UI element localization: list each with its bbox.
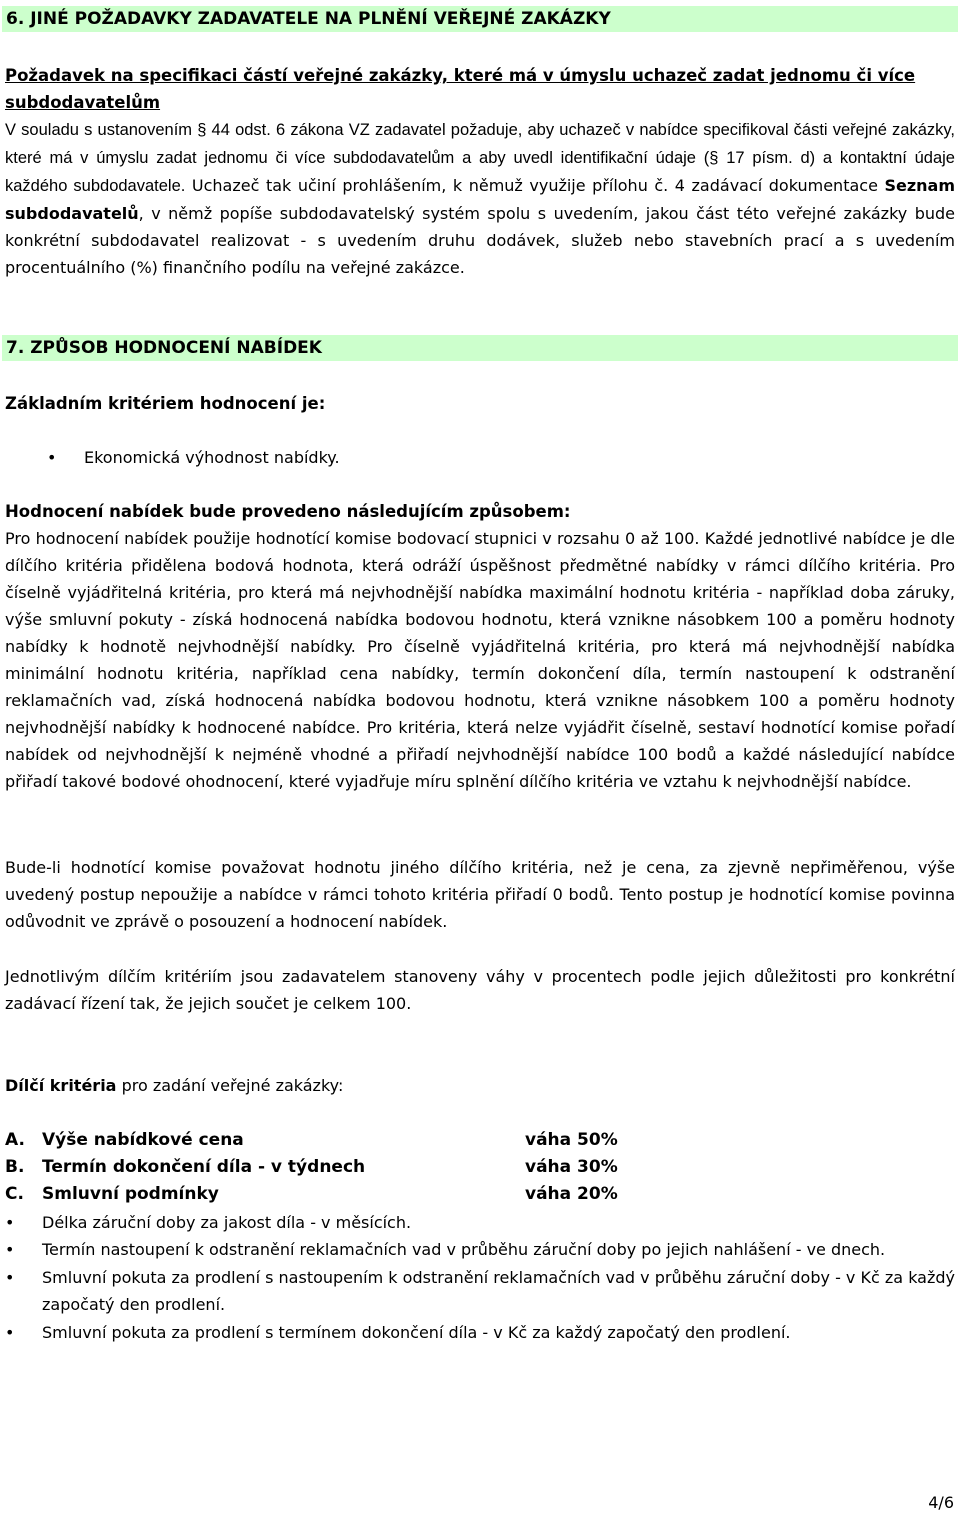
bullet-icon: • — [5, 1240, 15, 1259]
criterion-heading: Základním kritériem hodnocení je: — [5, 394, 326, 413]
criteria-letter: C. — [5, 1184, 24, 1204]
subcontractor-list-name: Seznam subdodavatelů — [5, 176, 956, 223]
criteria-letter: B. — [5, 1157, 25, 1177]
criteria-name: Termín dokončení díla - v týdnech — [42, 1157, 366, 1177]
paragraph-text: Uchazeč tak učiní prohlášením, k němuž využije přílohu č. 4 zadávací dokumentace — [185, 176, 885, 195]
criteria-weight: váha 50% — [525, 1130, 618, 1150]
section-6-heading: 6. JINÉ POŽADAVKY ZADAVATELE NA PLNĚNÍ VEŘEJNÉ ZAKÁZKY — [2, 6, 958, 32]
criteria-row — [5, 1154, 955, 1181]
bullet-icon: • — [5, 1323, 15, 1342]
page-number: 4/6 — [928, 1493, 954, 1512]
criteria-row — [5, 1181, 955, 1208]
criterion-item-text: Ekonomická výhodnost nabídky. — [84, 448, 340, 467]
subcontractor-paragraph — [5, 116, 955, 281]
list-item-text: Smluvní pokuta za prodlení s nastoupením k odstranění reklamačních vad v průběhu záruční doby - v Kč za každý započatý den prodlení. — [42, 1268, 955, 1314]
criteria-letter: A. — [5, 1130, 25, 1150]
list-item — [5, 1264, 955, 1318]
criteria-row — [5, 1127, 955, 1154]
paragraph-text-end: , v němž popíše subdodavatelský systém spolu s uvedením, jakou část této veřejné zakázky bude konkrétní subdodavatel realizovat - s uvedením druhu dodávek, služeb nebo stavebních prací a s uvedením procentuálního (%) finančního podílu na veřejné zakázce. — [5, 204, 955, 277]
list-item — [5, 1319, 955, 1346]
list-item-text: Délka záruční doby za jakost díla - v měsících. — [42, 1213, 412, 1232]
subcriteria-intro — [5, 1072, 955, 1099]
method-heading: Hodnocení nabídek bude provedeno následujícím způsobem: — [5, 502, 571, 521]
criteria-name: Výše nabídkové cena — [42, 1130, 244, 1150]
criterion-item — [47, 444, 947, 471]
bullet-icon: • — [5, 1268, 15, 1287]
method-paragraph: Pro hodnocení nabídek použije hodnotící komise bodovací stupnici v rozsahu 0 až 100. Každé jednotlivé nabídce je dle dílčího kritéria přidělena bodová hodnota, která odráží úspěšnost předmětné nabídky v rámci dílčího kritéria. Pro číselně vyjádřitelná kritéria, pro která má nejvhodnější nabídka maximální hodnotu kritéria - například doba záruky, výše smluvní pokuty - získá hodnocená nabídka bodovou hodnotu, která vznikne násobkem 100 a poměru hodnoty nabídky k hodnotě nejvhodnější nabídky. Pro číselně vyjádřitelná kritéria, pro která má nejvhodnější nabídka minimální hodnotu kritéria, například cena nabídky, termín dokončení díla, termín nastoupení k odstranění reklamačních vad, získá hodnocená nabídka bodovou hodnotu, která vznikne násobkem 100 a poměru hodnoty nejvhodnější nabídky k hodnocené nabídce. Pro kritéria, která nelze vyjádřit číselně, sestaví hodnotící komise pořadí nabídek od nejvhodnější k nejméně vhodné a přiřadí nejvhodnější nabídce 100 bodů a každé následující nabídce přiřadí takové bodové ohodnocení, které vyjadřuje míru splnění dílčího kritéria ve vztahu k nejvhodnější nabídce. — [5, 529, 955, 791]
weights-paragraph: Jednotlivým dílčím kritériím jsou zadavatelem stanoveny váhy v procentech podle jejich důležitosti pro konkrétní zadávací řízení tak, že jejich součet je celkem 100. — [5, 967, 955, 1013]
list-item — [5, 1209, 955, 1236]
bullet-icon: • — [47, 448, 57, 467]
list-item-text: Smluvní pokuta za prodlení s termínem dokončení díla - v Kč za každý započatý den prodlení. — [42, 1323, 791, 1342]
section-7-heading: 7. ZPŮSOB HODNOCENÍ NABÍDEK — [2, 335, 958, 361]
invalid-value-paragraph: Bude-li hodnotící komise považovat hodnotu jiného dílčího kritéria, než je cena, za zjevně nepřiměřenou, výše uvedený postup nepoužije a nabídce v rámci tohoto kritéria přiřadí 0 bodů. Tento postup je hodnotící komise povinna odůvodnit ve zprávě o posouzení a hodnocení nabídek. — [5, 858, 955, 931]
subcontractor-subheading: Požadavek na specifikaci částí veřejné zakázky, které má v úmyslu uchazeč zadat jednomu či více subdodavatelům — [5, 66, 916, 112]
criteria-weight: váha 30% — [525, 1157, 618, 1177]
subcriteria-rest: pro zadání veřejné zakázky: — [116, 1076, 344, 1095]
criteria-weight: váha 20% — [525, 1184, 618, 1204]
bullet-icon: • — [5, 1213, 15, 1232]
subcriteria-bold: Dílčí kritéria — [5, 1076, 117, 1095]
paragraph-legal-text: V souladu s ustanovením § 44 odst. 6 zákona VZ zadavatel požaduje, aby uchazeč v nabídce specifikoval části veřejné zakázky, které má v úmyslu zadat jednomu či více subdodavatelům a aby uvedl identifikační údaje (§ 17 písm. d) a kontaktní údaje každého subdodavatele. — [5, 121, 955, 195]
criteria-name: Smluvní podmínky — [42, 1184, 219, 1204]
list-item — [5, 1236, 955, 1263]
list-item-text: Termín nastoupení k odstranění reklamačních vad v průběhu záruční doby po jejich nahlášení - ve dnech. — [42, 1240, 886, 1259]
